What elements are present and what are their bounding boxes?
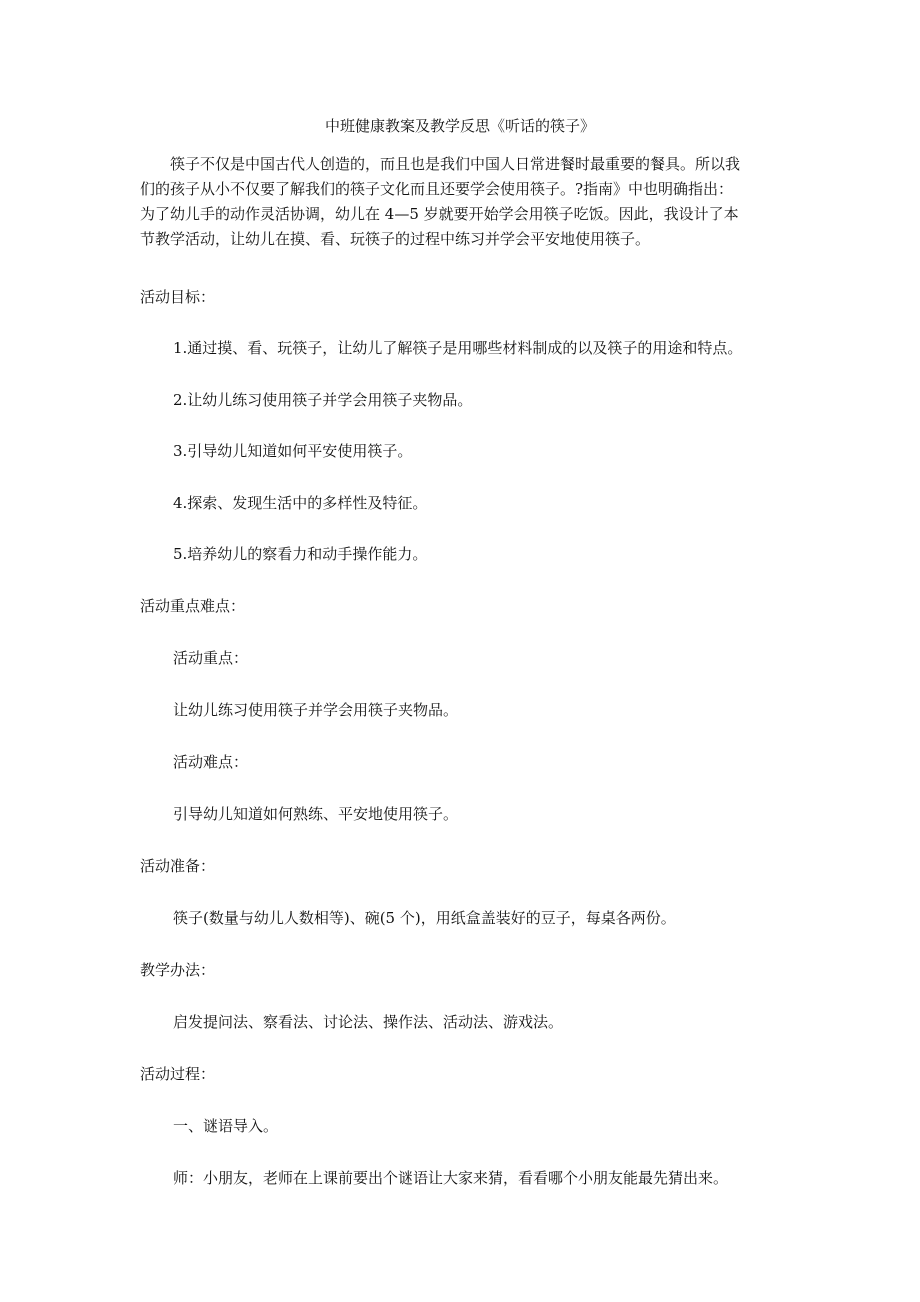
intro-line: 节教学活动，让幼儿在摸、看、玩筷子的过程中练习并学会平安地使用筷子。 xyxy=(140,230,651,248)
goal-item: 4.探索、发现生活中的多样性及特征。 xyxy=(173,494,428,512)
key-point-text: 让幼儿练习使用筷子并学会用筷子夹物品。 xyxy=(173,701,459,719)
methods-text: 启发提问法、察看法、讨论法、操作法、活动法、游戏法。 xyxy=(173,1013,564,1031)
document-title: 中班健康教案及教学反思《听话的筷子》 xyxy=(324,117,595,135)
process-step-1-text: 师：小朋友，老师在上课前要出个谜语让大家来猜，看看哪个小朋友能最先猜出来。 xyxy=(173,1169,729,1187)
key-points-heading: 活动重点难点： xyxy=(140,597,246,615)
goal-item: 2.让幼儿练习使用筷子并学会用筷子夹物品。 xyxy=(173,391,473,409)
key-point-label: 活动重点： xyxy=(173,649,249,667)
goal-item: 1.通过摸、看、玩筷子，让幼儿了解筷子是用哪些材料制成的以及筷子的用途和特点。 xyxy=(173,339,743,357)
process-heading: 活动过程： xyxy=(140,1065,216,1083)
intro-line: 们的孩子从小不仅要了解我们的筷子文化而且还要学会使用筷子。?指南》中也明确指出： xyxy=(140,180,734,198)
intro-paragraph xyxy=(140,152,790,252)
difficulty-label: 活动难点： xyxy=(173,753,249,771)
goal-item: 5.培养幼儿的察看力和动手操作能力。 xyxy=(173,545,428,563)
goals-heading: 活动目标： xyxy=(140,288,216,306)
process-step-1: 一、谜语导入。 xyxy=(173,1117,279,1135)
difficulty-text: 引导幼儿知道如何熟练、平安地使用筷子。 xyxy=(173,805,459,823)
preparation-text: 筷子(数量与幼儿人数相等)、碗(5 个)，用纸盒盖装好的豆子，每桌各两份。 xyxy=(173,909,676,927)
intro-line: 筷子不仅是中国古代人创造的，而且也是我们中国人日常进餐时最重要的餐具。所以我 xyxy=(140,155,741,173)
preparation-heading: 活动准备： xyxy=(140,857,216,875)
intro-line: 为了幼儿手的动作灵活协调，幼儿在 4—5 岁就要开始学会用筷子吃饭。因此，我设计了本 xyxy=(140,205,739,223)
goal-item: 3.引导幼儿知道如何平安使用筷子。 xyxy=(173,442,413,460)
methods-heading: 教学办法： xyxy=(140,961,216,979)
